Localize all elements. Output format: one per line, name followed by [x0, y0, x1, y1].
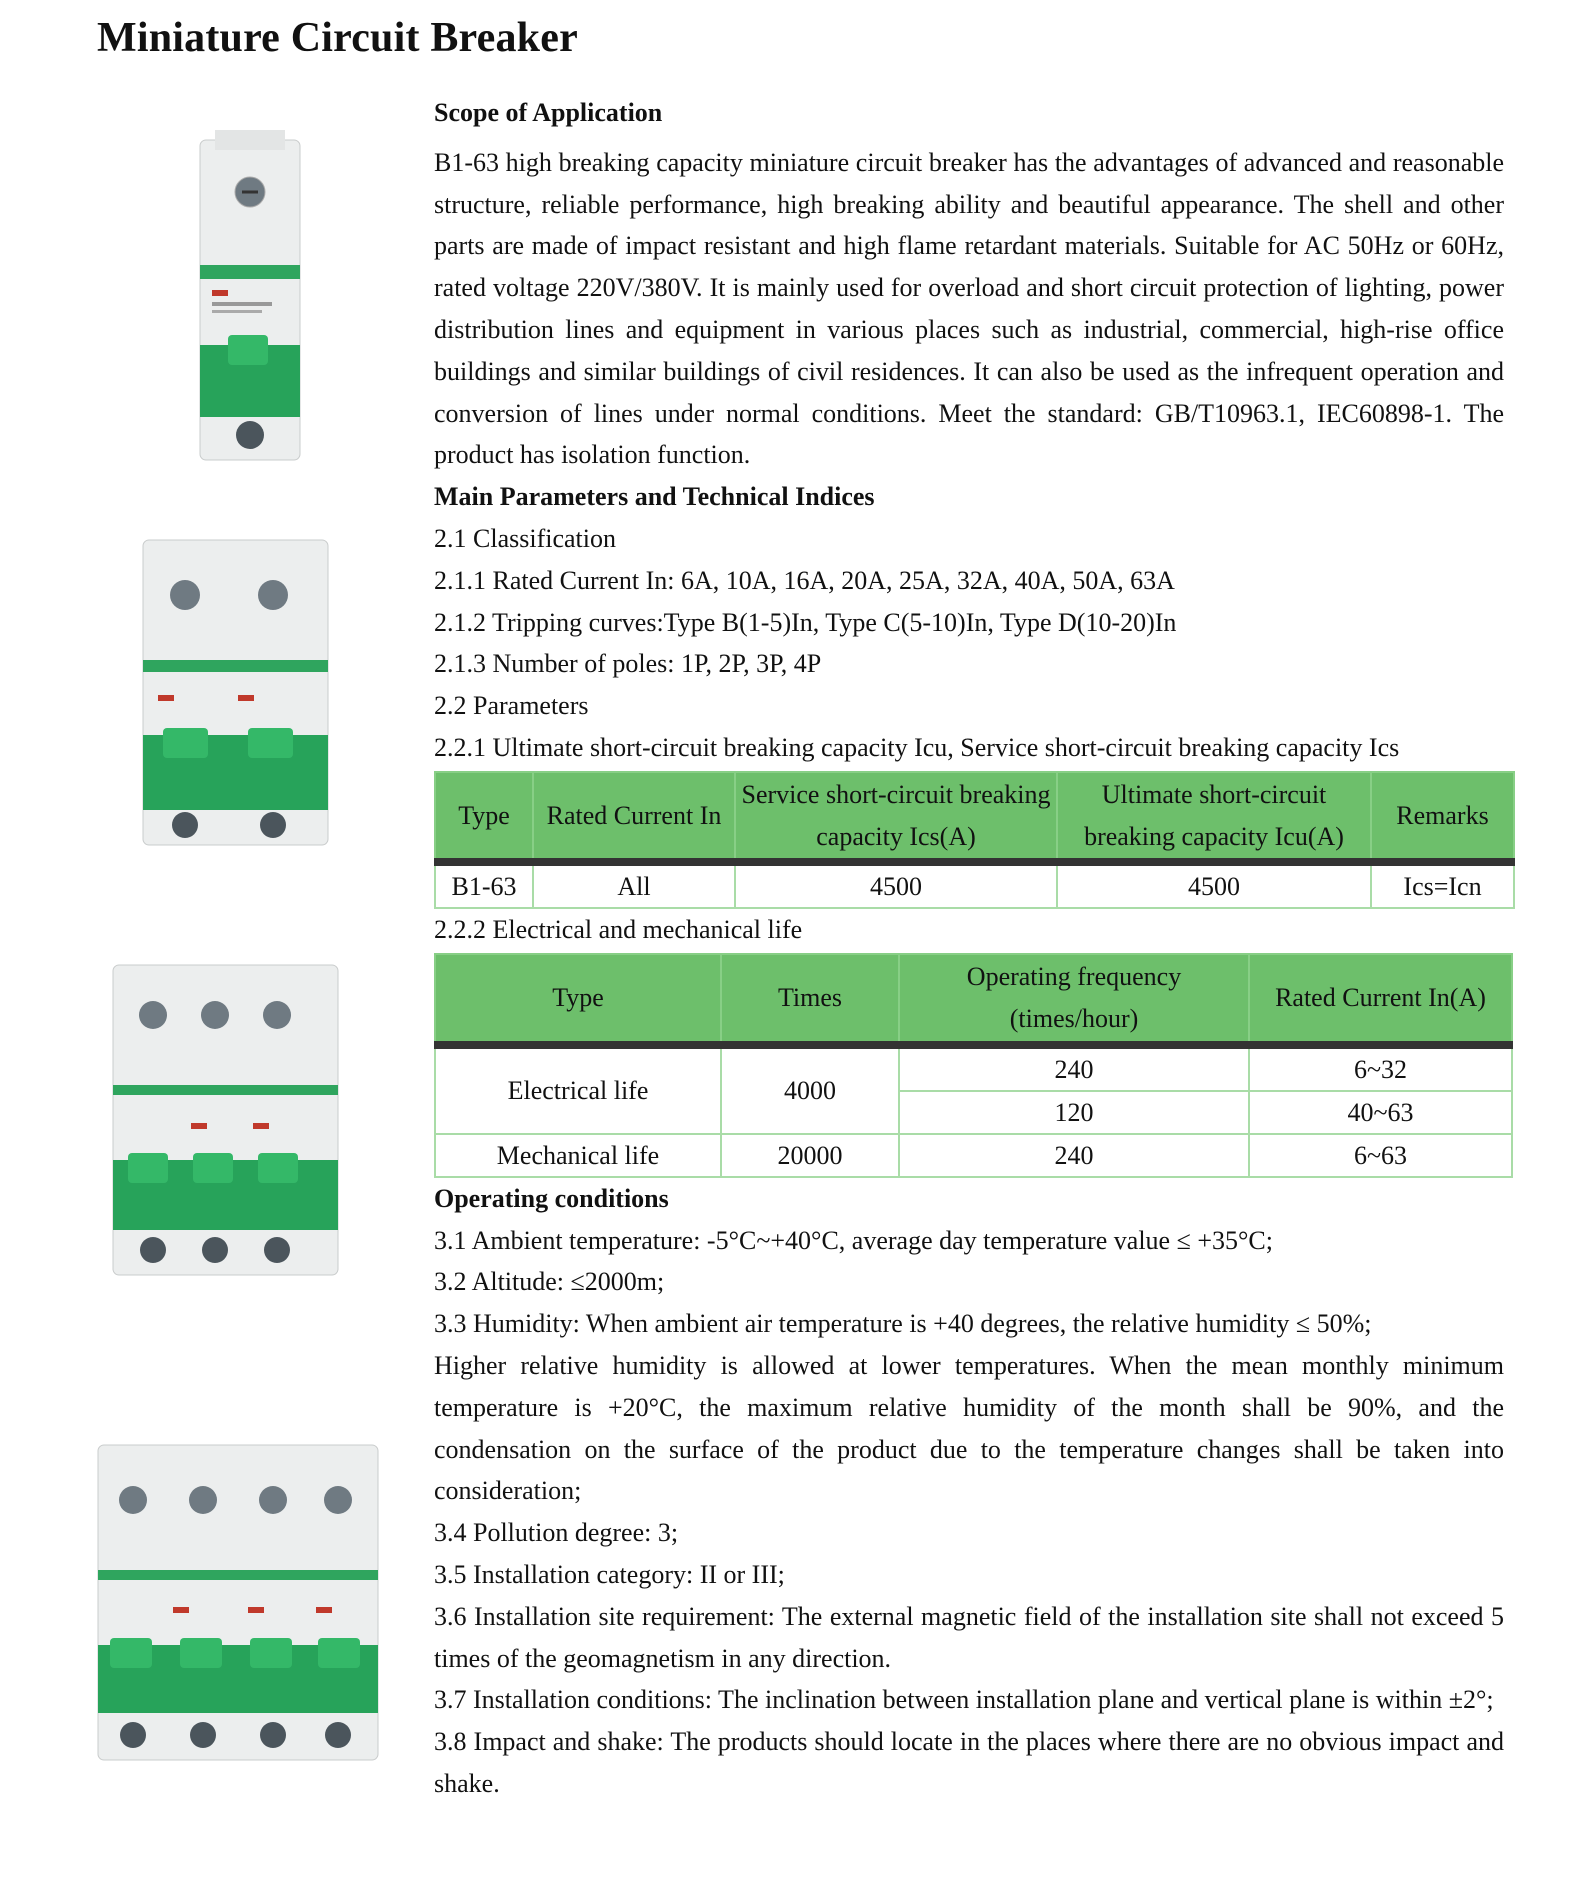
- condition-item: 3.5 Installation category: II or III;: [434, 1559, 785, 1589]
- param-line: 2.2 Parameters: [434, 691, 589, 721]
- cell-frequency: 240: [899, 1045, 1249, 1091]
- table-row: [435, 1045, 1512, 1091]
- main-content: [434, 92, 1504, 1805]
- condition-item: 3.8 Impact and shake: The products should locate in the places where there are no obvious impact and shake.: [434, 1727, 1504, 1798]
- conditions-heading: Operating conditions: [434, 1183, 669, 1213]
- cell-mechanical-type: Mechanical life: [435, 1134, 721, 1177]
- page-title: Miniature Circuit Breaker: [97, 15, 578, 61]
- condition-item: 3.2 Altitude: ≤2000m;: [434, 1267, 665, 1297]
- table-row: [435, 862, 1514, 908]
- breaking-capacity-table: [434, 771, 1515, 910]
- param-line: 2.1.1 Rated Current In: 6A, 10A, 16A, 20A, 25A, 32A, 40A, 50A, 63A: [434, 565, 1175, 595]
- param-line: 2.2.1 Ultimate short-circuit breaking capacity Icu, Service short-circuit breaking capacity Ics: [434, 732, 1400, 762]
- col-header-type: Type: [435, 772, 533, 863]
- col-header-rated-current: Rated Current In: [533, 772, 735, 863]
- scope-heading: Scope of Application: [434, 98, 663, 127]
- table-header-row: [435, 772, 1514, 863]
- cell-frequency: 240: [899, 1134, 1249, 1177]
- param-line: 2.1 Classification: [434, 523, 616, 553]
- param-line: 2.1.2 Tripping curves:Type B(1-5)In, Type C(5-10)In, Type D(10-20)In: [434, 607, 1177, 637]
- breaker-3p-image: [103, 955, 348, 1285]
- cell-icu: 4500: [1057, 862, 1371, 908]
- cell-type: B1-63: [435, 862, 533, 908]
- condition-item: 3.3 Humidity: When ambient air temperature is +40 degrees, the relative humidity ≤ 50%;: [434, 1309, 1372, 1339]
- params-heading: Main Parameters and Technical Indices: [434, 482, 875, 512]
- col-header-times: Times: [721, 954, 899, 1045]
- cell-electrical-times: 4000: [721, 1045, 899, 1134]
- cell-remarks: Ics=Icn: [1371, 862, 1514, 908]
- cell-electrical-type: Electrical life: [435, 1045, 721, 1134]
- cell-rated-current: All: [533, 862, 735, 908]
- col-header-icu: Ultimate short-circuit breaking capacity Icu(A): [1057, 772, 1371, 863]
- condition-item: 3.1 Ambient temperature: -5°C~+40°C, average day temperature value ≤ +35°C;: [434, 1225, 1273, 1255]
- col-header-ics: Service short-circuit breaking capacity Ics(A): [735, 772, 1057, 863]
- cell-ics: 4500: [735, 862, 1057, 908]
- col-header-rated-current: Rated Current In(A): [1249, 954, 1512, 1045]
- life-heading: 2.2.2 Electrical and mechanical life: [434, 915, 803, 945]
- col-header-frequency: Operating frequency (times/hour): [899, 954, 1249, 1045]
- condition-item: 3.6 Installation site requirement: The external magnetic field of the installation site shall not exceed 5 times of the geomagnetism in any direction.: [434, 1601, 1504, 1673]
- condition-item: 3.7 Installation conditions: The inclination between installation plane and vertical plane is within ±2°;: [434, 1685, 1494, 1715]
- cell-rated-current: 6~63: [1249, 1134, 1512, 1177]
- condition-item: Higher relative humidity is allowed at lower temperatures. When the mean monthly minimum temperature is +20°C, the maximum relative humidity of the month shall be 90%, and the condensation on the surface of the product due to the temperature changes shall be taken into consideration;: [434, 1350, 1504, 1506]
- table-row: [435, 1134, 1512, 1177]
- table-header-row: [435, 954, 1512, 1045]
- scope-paragraph: B1-63 high breaking capacity miniature circuit breaker has the advantages of advanced and reasonable structure, reliable performance, high breaking ability and beautiful appearance. The shell and other parts are made of impact resistant and high flame retardant materials. Suitable for AC 50Hz or 60Hz, rated voltage 220V/380V. It is mainly used for overload and short circuit protection of lighting, power distribution lines and equipment in various places such as industrial, commercial, high-rise office buildings and similar buildings of civil residences. It can also be used as the infrequent operation and conversion of lines under normal conditions. Meet the standard: GB/T10963.1, IEC60898-1. The product has isolation function.: [434, 147, 1504, 470]
- col-header-remarks: Remarks: [1371, 772, 1514, 863]
- condition-item: 3.4 Pollution degree: 3;: [434, 1518, 679, 1548]
- col-header-type: Type: [435, 954, 721, 1045]
- breaker-1p-image: [190, 130, 320, 470]
- param-line: 2.1.3 Number of poles: 1P, 2P, 3P, 4P: [434, 649, 822, 679]
- life-table: [434, 953, 1513, 1178]
- cell-mechanical-times: 20000: [721, 1134, 899, 1177]
- cell-rated-current: 40~63: [1249, 1091, 1512, 1134]
- breaker-4p-image: [88, 1435, 388, 1770]
- cell-rated-current: 6~32: [1249, 1045, 1512, 1091]
- breaker-2p-image: [133, 530, 338, 855]
- cell-frequency: 120: [899, 1091, 1249, 1134]
